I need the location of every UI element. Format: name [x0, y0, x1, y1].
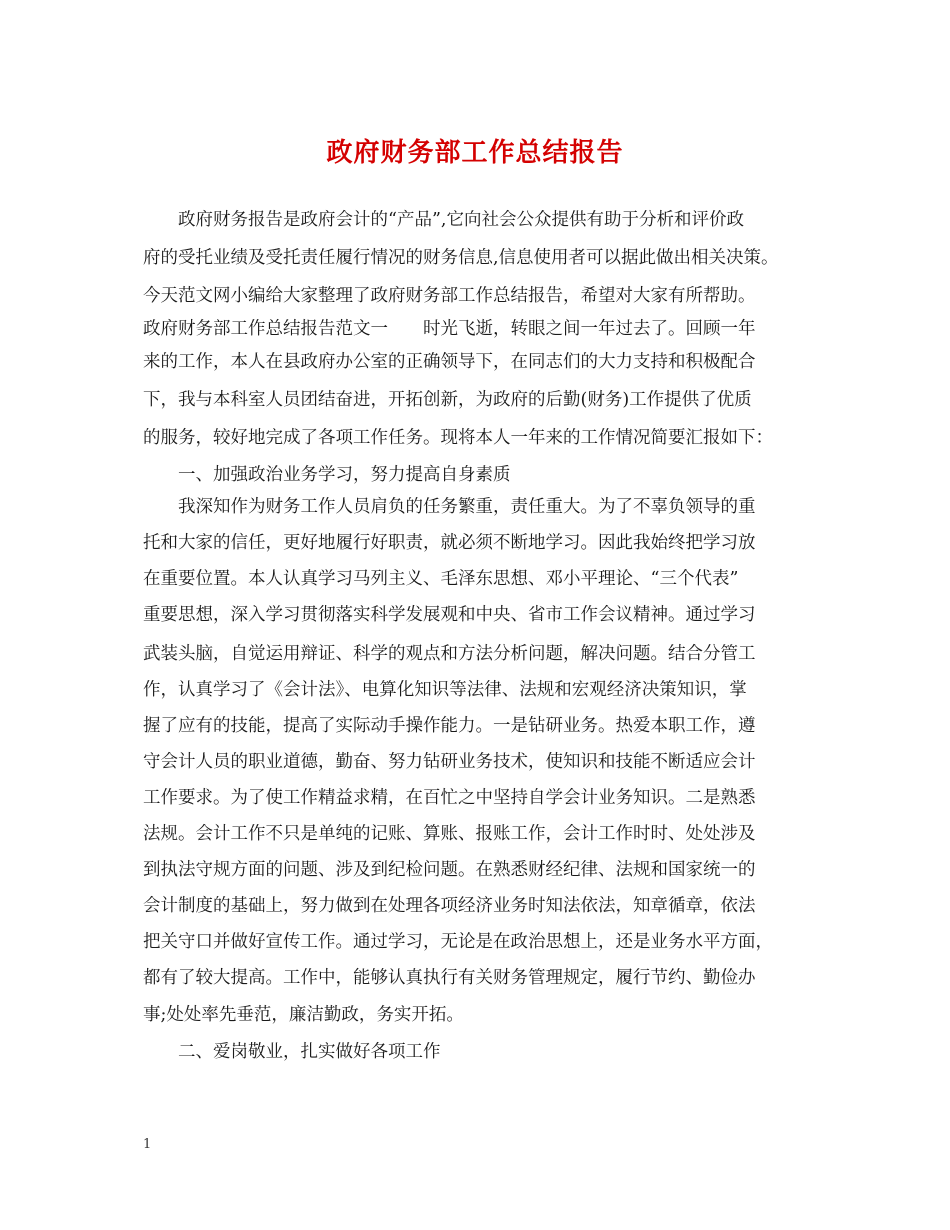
document-title: 政府财务部工作总结报告 — [326, 138, 624, 168]
paragraph-line: 作，认真学习了《会计法》、电算化知识等法律、法规和宏观经济决策知识，掌 — [143, 680, 747, 700]
page-number: 1 — [143, 1137, 152, 1152]
paragraph-line: 来的工作，本人在县政府办公室的正确领导下，在同志们的大力支持和积极配合 — [143, 352, 756, 372]
paragraph-line: 政府财务报告是政府会计的“产品”,它向社会公众提供有助于分析和评价政 — [178, 210, 744, 230]
paragraph-line: 政府财务部工作总结报告范文一 时光飞逝，转眼之间一年过去了。回顾一年 — [143, 319, 756, 339]
paragraph-line: 的服务，较好地完成了各项工作任务。现将本人一年来的工作情况简要汇报如下： — [143, 428, 773, 448]
paragraph-line: 把关守口并做好宣传工作。通过学习，无论是在政治思想上，还是业务水平方面， — [143, 932, 773, 952]
paragraph-line: 在重要位置。本人认真学习马列主义、毛泽东思想、邓小平理论、“三个代表” — [143, 569, 739, 589]
paragraph-line: 守会计人员的职业道德，勤奋、努力钻研业务技术，使知识和技能不断适应会计 — [143, 752, 756, 772]
paragraph-line: 法规。会计工作不只是单纯的记账、算账、报账工作，会计工作时时、处处涉及 — [143, 824, 756, 844]
paragraph-line: 托和大家的信任，更好地履行好职责，就必须不断地学习。因此我始终把学习放 — [143, 533, 756, 553]
paragraph-line: 会计制度的基础上，努力做到在处理各项经济业务时知法依法，知章循章，依法 — [143, 896, 756, 916]
paragraph-line: 都有了较大提高。工作中，能够认真执行有关财务管理规定，履行节约、勤俭办 — [143, 968, 756, 988]
paragraph-line: 下，我与本科室人员团结奋进，开拓创新，为政府的后勤(财务)工作提供了优质 — [143, 390, 752, 410]
paragraph-line: 到执法守规方面的问题、涉及到纪检问题。在熟悉财经纪律、法规和国家统一的 — [143, 860, 756, 880]
paragraph-line: 今天范文网小编给大家整理了政府财务部工作总结报告，希望对大家有所帮助。 — [143, 286, 756, 306]
section-heading: 一、加强政治业务学习，努力提高自身素质 — [178, 465, 511, 485]
section-heading: 二、爱岗敬业，扎实做好各项工作 — [178, 1042, 441, 1062]
paragraph-line: 握了应有的技能，提高了实际动手操作能力。一是钻研业务。热爱本职工作，遵 — [143, 716, 756, 736]
paragraph-line: 工作要求。为了使工作精益求精，在百忙之中坚持自学会计业务知识。二是熟悉 — [143, 788, 756, 808]
paragraph-line: 武装头脑，自觉运用辩证、科学的观点和方法分析问题，解决问题。结合分管工 — [143, 644, 756, 664]
paragraph-line: 我深知作为财务工作人员肩负的任务繁重，责任重大。为了不辜负领导的重 — [178, 497, 756, 517]
paragraph-line: 府的受托业绩及受托责任履行情况的财务信息,信息使用者可以据此做出相关决策。 — [143, 248, 779, 268]
paragraph-line: 事;处处率先垂范，廉洁勤政，务实开拓。 — [143, 1005, 464, 1025]
paragraph-line: 重要思想，深入学习贯彻落实科学发展观和中央、省市工作会议精神。通过学习 — [143, 605, 756, 625]
